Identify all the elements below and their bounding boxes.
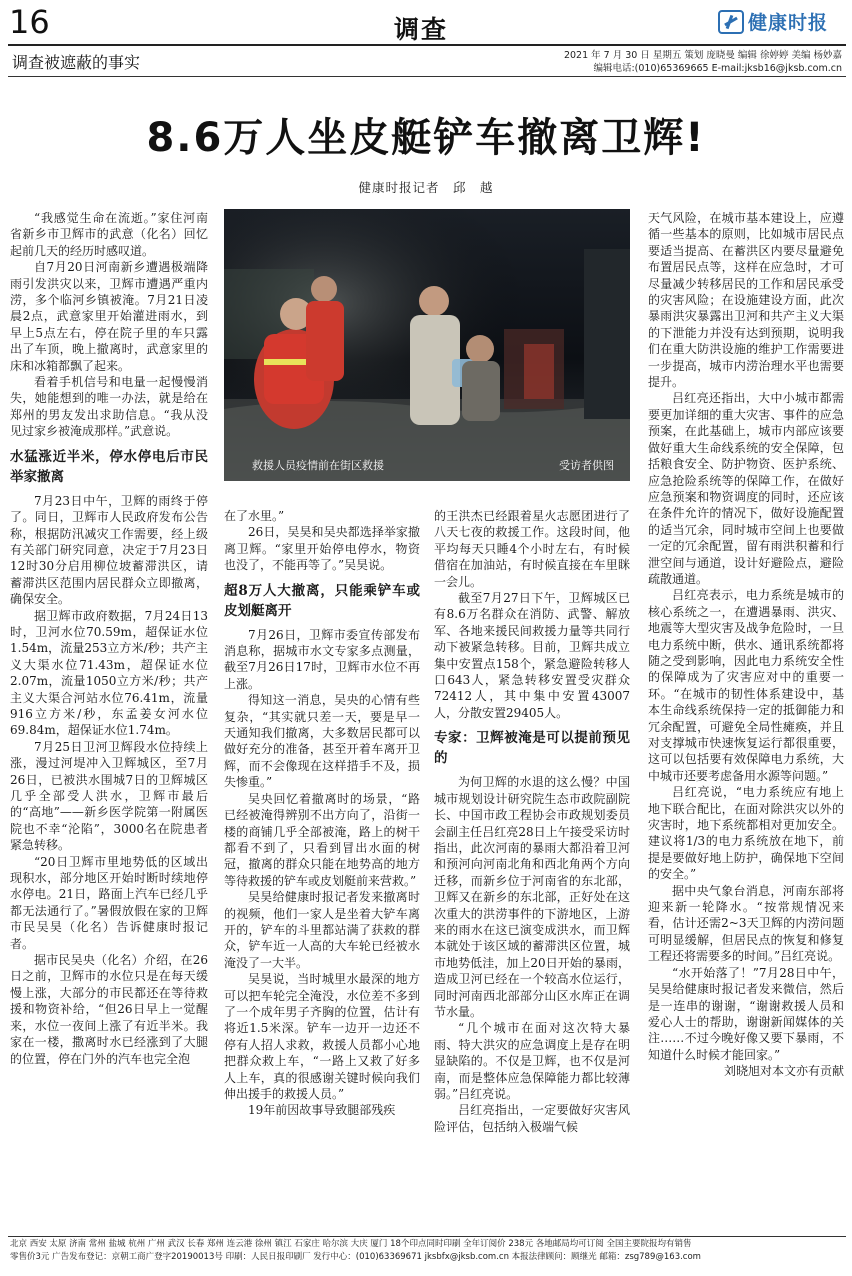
newspaper-logo [718, 8, 828, 35]
header-rule [8, 44, 846, 46]
logo-icon [718, 10, 744, 34]
paragraph: 得知这一消息，吴央的心情有些复杂，“其实就只差一天，要是早一天通知我们撤离，大多数居民都可以做好充分的准备，甚至开着车离开卫辉，而不会像现在这样措手不及，损失惨重。” [224, 693, 420, 790]
paragraph: “20日卫辉市里地势低的区域出现积水，部分地区开始时断时续地停水停电。21日，路面上汽车已经几乎都无法通行了。”暑假放假在家的卫辉市民吴昊（化名）告诉健康时报记者。 [10, 854, 208, 951]
paragraph: 截至7月27日下午，卫辉城区已有8.6万名群众在消防、武警、解放军、各地来援民间救援力量等共同行动下被紧急转移。目前，卫辉共成立集中安置点158个，紧急避险转移人口643人，紧急转移安置受灾群众72412人，其中集中安置43007人，分散安置29405人。 [434, 591, 630, 720]
photo-credit: 受访者供图 [559, 459, 614, 472]
column-subtitle: 调查被遮蔽的事实 [12, 53, 141, 72]
paragraph: 19年前因故事导致腿部残疾 [248, 1103, 396, 1118]
paragraph: 吕红亮还指出，大中小城市都需要更加详细的重大灾害、事件的应急预案，在此基础上，城市内部应该要做好重大生命线系统的安全保障，包括粮食安全、防护物资、医护系统、应急抢险系统等的保障工作，在做好应急预案和物资调度的同时，还应该在条件允许的情况下，做好设施配置的适当冗余，同时城市空间上也要做一定的冗余配置，留有雨洪积蓄和行泄空间与通道，设计好避险点，避险疏散通道。 [648, 391, 844, 586]
paragraph: “我感觉生命在流逝。”家住河南省新乡市卫辉市的武意（化名）回忆起前几天的经历时感叹道。 [10, 211, 208, 258]
paragraph: 据卫辉市政府数据，7月24日13时，卫河水位70.59m，超保证水位1.54m，流量253立方米/秒；共产主义大渠水位71.43m，超保证水位2.07m，流量1050立方米/秒；共产主义大渠合河站水位76.41m，流量916立方米/秒，东孟姜女河水位69.84m，超保证水位1.74m。 [10, 608, 208, 738]
text-column-3 [434, 508, 630, 1216]
text-column-4 [648, 210, 844, 1216]
section-heading: 超8万人大撤离，只能乘铲车或皮划艇离开 [224, 582, 420, 619]
paragraph: 吴央回忆着撤离时的场景，“路已经被淹得辨别不出方向了，沿街一楼的商铺几乎全部被淹，路上的树干都看不到了，只看到冒出水面的树冠，撤离的群众只能在地势高的地方等待救援的铲车或皮划艇前来营救。” [224, 791, 420, 888]
logo-text: 健康时报 [748, 12, 829, 34]
editor-line-1: 2021 年 7 月 30 日 星期五 策划 庞晓曼 编辑 徐婷婷 美编 杨妙嘉 [563, 50, 842, 61]
section-title: 调查 [394, 15, 449, 44]
photo-caption: 救援人员疫情前在街区救援 [252, 459, 384, 472]
paragraph: 天气风险，在城市基本建设上，应遵循一些基本的原则，比如城市居民点要适当提高、在蓄洪区内要尽量避免布置居民点等，这样在应急时，才可尽量减少转移居民的工作和居民承受的灾害风险；在设施建设方面，此次暴雨洪灾暴露出卫河和共产主义大渠的下泄能力并没有达到预期，说明我们在重大防洪设施的维护工作需要进一步提高，城市内涝治理水平也需要提升。 [648, 211, 844, 390]
paragraph: 7月25日卫河卫辉段水位持续上涨，漫过河堤冲入卫辉城区，至7月26日，已被洪水围城7日的卫辉城区几乎全部受人洪水，卫辉市最后的“高地”——新乡医学院第一附属医院也不幸“沦陷”，3000名在院患者紧急转移。 [10, 739, 208, 853]
paragraph: 为何卫辉的水退的这么慢？中国城市规划设计研究院生态市政院副院长、中国市政工程协会市政规划委员会副主任吕红亮28日上午接受采访时指出，此次河南的暴雨大都沿着卫河和预河向河南北角和西北角两个方向迁移，而新乡位于河南省的东北部，卫辉又在新乡的东北部，正好处在这次重大的洪涝事件的下游地区，上游来的雨水在这已演变成洪水，而卫辉本就处于该区域的蓄滞洪区位置，城市地势低洼，加上20日开始的暴雨，造成卫河已经在一个较高水位运行，同时河南西北部部分山区水库正在调节水量。 [434, 775, 630, 1019]
footer-line-2: 零售价3元 广告发布登记：京朝工商广登字20190013号 印刷：人民日报印刷厂 发行中心：(010)63369671 jksbfx@jksb.com.cn 本报法律顾问：顾继光 邮箱：zsg789@163.com [10, 1252, 701, 1262]
section-heading: 专家：卫辉被淹是可以提前预见的 [434, 730, 630, 767]
news-photo [224, 209, 630, 481]
text-column-2 [224, 508, 420, 1216]
editor-info [564, 49, 842, 75]
paragraph: 7月23日中午，卫辉的雨终于停了。同日，卫辉市人民政府发布公告称，根据防汛减灾工作需要，经上级有关部门研究同意，决定于7月23日12时30分启用柳位坡蓄滞洪区，请蓄滞洪区范围内居民群众立即撤离，确保安全。 [10, 493, 208, 607]
footer-rule [8, 1236, 846, 1237]
editor-line-2: 编辑电话:(010)65369665 E-mail:jksb16@jksb.com.cn [593, 63, 842, 74]
rescue-scene-image [224, 209, 630, 481]
footer-line-1: 北京 西安 太原 济南 常州 盐城 杭州 广州 武汉 长春 郑州 连云港 徐州 镇江 石家庄 哈尔滨 大庆 厦门 18个印点同时印刷 全年订阅价 238元 各地邮局均可订阅 全国主要院报均有销售 [10, 1239, 692, 1249]
footer [10, 1238, 844, 1264]
paragraph: 吕红亮说，“电力系统应有地上地下联合配比，在面对除洪灾以外的灾害时，地下系统都相对更加安全。建议将1/3的电力系统放在地下，前提是要做好地上防护，确保地下空间的安全。” [648, 785, 844, 882]
paragraph: “几个城市在面对这次特大暴雨、特大洪灾的应急调度上是存在明显缺陷的。不仅是卫辉，也不仅是河南，而是整体应急保障能力都比较薄弱。”吕红亮说。 [434, 1021, 630, 1101]
article-title: 8.6万人坐皮艇铲车撤离卫辉! [146, 115, 706, 161]
paragraph: “水开始落了！”7月28日中午，吴昊给健康时报记者发来微信，然后是一连串的谢谢，“谢谢救援人员和爱心人士的帮助，谢谢新闻媒体的关注……不过今晚好像又要下暴雨，不知道什么时候才能回家。” [648, 965, 844, 1062]
paragraph: 在了水里。” [224, 509, 285, 523]
paragraph: 26日，吴昊和吴央都选择举家撤离卫辉。“家里开始停电停水，物资也没了，不能再等了。”吴昊说。 [224, 525, 420, 573]
paragraph: 的王洪杰已经跟着星火志愿团进行了八天七夜的救援工作。这段时间，他平均每天只睡4个小时左右，有时候借宿在加油站，有时候直接在车里眯一会儿。 [434, 509, 630, 589]
text-column-1 [10, 210, 208, 1216]
paragraph: 吴昊说，当时城里水最深的地方可以把车轮完全淹没，水位差不多到了一个成年男子齐胸的位置，估计有将近1.5米深。铲车一边开一边还不停有人招人求救，救援人员都小心地把群众救上车，“一路上又救了好多人上车，真的很感谢关键时候向我们伸出援手的救援人员。” [224, 972, 420, 1101]
page-number: 16 [9, 3, 50, 41]
paragraph: 据市民吴央（化名）介绍，在26日之前，卫辉市的水位只是在每天缓慢上涨，大部分的市民都还在等待救援和物资补给，“但26日早上一觉醒来，水位一夜间上涨了有近半米。我家在一楼，撒离时水已经涨到了大腿的位置，停在门外的汽车也完全泡 [10, 953, 208, 1066]
contributor-note: 刘晓旭对本文亦有贡献 [723, 1064, 844, 1079]
section-heading: 水猛涨近半米，停水停电后市民举家撤离 [10, 448, 208, 485]
paragraph: 吴昊给健康时报记者发来撤离时的视频，他们一家人是坐着大铲车离开的，铲车的斗里都站满了获救的群众，铲车近一人高的大车轮已经被水淹没了一大半。 [224, 890, 420, 970]
paragraph: 看着手机信号和电量一起慢慢消失，她能想到的唯一办法，就是给在郑州的男友发出求助信息。“我从没见过家乡被淹成那样。”武意说。 [10, 375, 208, 439]
paragraph: 据中央气象台消息，河南东部将迎来新一轮降水。“按常规情况来看，估计还需2~3天卫辉的内涝问题可明显缓解，但居民点的恢复和修复工程还将需要多的时间。”吕红亮说。 [648, 883, 844, 964]
article-byline: 健康时报记者 邱 越 [358, 180, 494, 195]
paragraph: 7月26日，卫辉市委宣传部发布消息称，据城市水文专家多点测量，截至7月26日17时，卫辉市水位不再上涨。 [224, 627, 420, 691]
paragraph: 吕红亮指出，一定要做好灾害风险评估，包括纳入极端气候 [434, 1103, 630, 1134]
paragraph: 吕红亮表示，电力系统是城市的核心系统之一，在遭遇暴雨、洪灾、地震等大型灾害及战争危险时，一旦电力系统中断，供水、通讯系统都将随之受到影响，因此电力系统安全性的保障成为了灾害应对中的重要一环。“在城市的韧性体系建设中，基本生命线系统保持一定的抵御能力和冗余配置，可避免全局性瘫痪，并且对支撑城市快速恢复运行都很重要，这可以包括要有效保障电力系统，大中城市还要考虑备用水源等问题。” [648, 588, 844, 783]
paragraph: 自7月20日河南新乡遭遇极端降雨引发洪灾以来，卫辉市遭遇严重内涝，多个临河乡镇被淹。7月21日凌晨2点，武意家里开始灌进雨水，到早上5点左右，停在院子里的车只露出了车顶，晚上撤离时，武意家里的床和冰箱都飘了起来。 [10, 260, 208, 373]
subheader-rule [8, 76, 846, 77]
